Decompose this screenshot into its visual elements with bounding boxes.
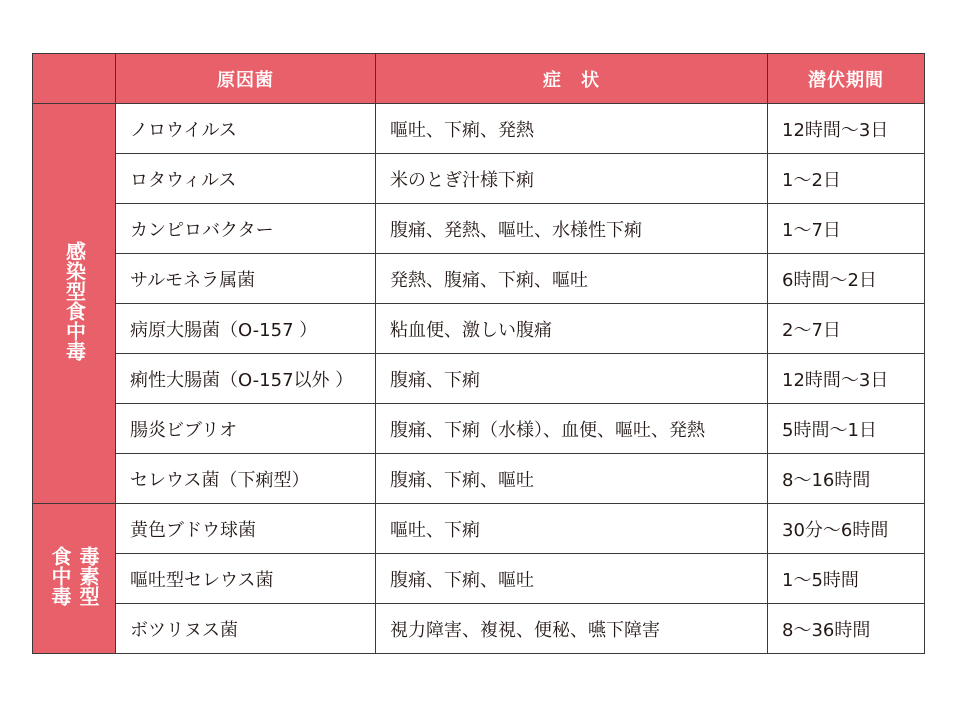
- symptoms-cell: 発熱、腹痛、下痢、嘔吐: [376, 254, 768, 304]
- header-cause: 原因菌: [116, 54, 376, 104]
- category-infection-type: [33, 104, 116, 504]
- table-row: [33, 354, 925, 404]
- cause-cell: 病原大腸菌（O-157 ）: [116, 304, 376, 354]
- cause-cell: ロタウィルス: [116, 154, 376, 204]
- symptoms-cell: 腹痛、下痢: [376, 354, 768, 404]
- food-poisoning-table: [32, 53, 925, 654]
- symptoms-cell: 嘔吐、下痢、発熱: [376, 104, 768, 154]
- incubation-cell: 1〜2日: [768, 154, 925, 204]
- cause-cell: 嘔吐型セレウス菌: [116, 554, 376, 604]
- header-row: [33, 54, 925, 104]
- category-label: 感染型食中毒: [62, 241, 87, 361]
- symptoms-cell: 腹痛、発熱、嘔吐、水様性下痢: [376, 204, 768, 254]
- category-label-line-2: 食中毒: [48, 546, 72, 606]
- header-corner: [33, 54, 116, 104]
- table-row: [33, 104, 925, 154]
- table-header: [33, 54, 925, 104]
- incubation-cell: 12時間〜3日: [768, 104, 925, 154]
- table-row: [33, 604, 925, 654]
- incubation-cell: 1〜5時間: [768, 554, 925, 604]
- category-label-line-1: 毒素型: [76, 546, 100, 606]
- incubation-cell: 12時間〜3日: [768, 354, 925, 404]
- cause-cell: カンピロバクター: [116, 204, 376, 254]
- incubation-cell: 8〜16時間: [768, 454, 925, 504]
- cause-cell: 腸炎ビブリオ: [116, 404, 376, 454]
- symptoms-cell: 嘔吐、下痢: [376, 504, 768, 554]
- symptoms-cell: 視力障害、複視、便秘、嚥下障害: [376, 604, 768, 654]
- incubation-cell: 6時間〜2日: [768, 254, 925, 304]
- header-symptoms: 症 状: [376, 54, 768, 104]
- table-row: [33, 304, 925, 354]
- incubation-cell: 8〜36時間: [768, 604, 925, 654]
- table-body: [33, 104, 925, 654]
- symptoms-cell: 粘血便、激しい腹痛: [376, 304, 768, 354]
- table-row: [33, 204, 925, 254]
- incubation-cell: 5時間〜1日: [768, 404, 925, 454]
- symptoms-cell: 腹痛、下痢（水様）、血便、嘔吐、発熱: [376, 404, 768, 454]
- table-row: [33, 404, 925, 454]
- category-toxin-type: [33, 504, 116, 654]
- table-row: [33, 504, 925, 554]
- cause-cell: サルモネラ属菌: [116, 254, 376, 304]
- table-row: [33, 154, 925, 204]
- cause-cell: 黄色ブドウ球菌: [116, 504, 376, 554]
- category-label: [46, 546, 102, 606]
- symptoms-cell: 腹痛、下痢、嘔吐: [376, 454, 768, 504]
- incubation-cell: 1〜7日: [768, 204, 925, 254]
- table-row: [33, 454, 925, 504]
- cause-cell: ボツリヌス菌: [116, 604, 376, 654]
- table-row: [33, 254, 925, 304]
- cause-cell: セレウス菌（下痢型）: [116, 454, 376, 504]
- table-row: [33, 554, 925, 604]
- symptoms-cell: 腹痛、下痢、嘔吐: [376, 554, 768, 604]
- header-incubation: 潜伏期間: [768, 54, 925, 104]
- incubation-cell: 2〜7日: [768, 304, 925, 354]
- cause-cell: ノロウイルス: [116, 104, 376, 154]
- incubation-cell: 30分〜6時間: [768, 504, 925, 554]
- cause-cell: 痢性大腸菌（O-157以外 ）: [116, 354, 376, 404]
- symptoms-cell: 米のとぎ汁様下痢: [376, 154, 768, 204]
